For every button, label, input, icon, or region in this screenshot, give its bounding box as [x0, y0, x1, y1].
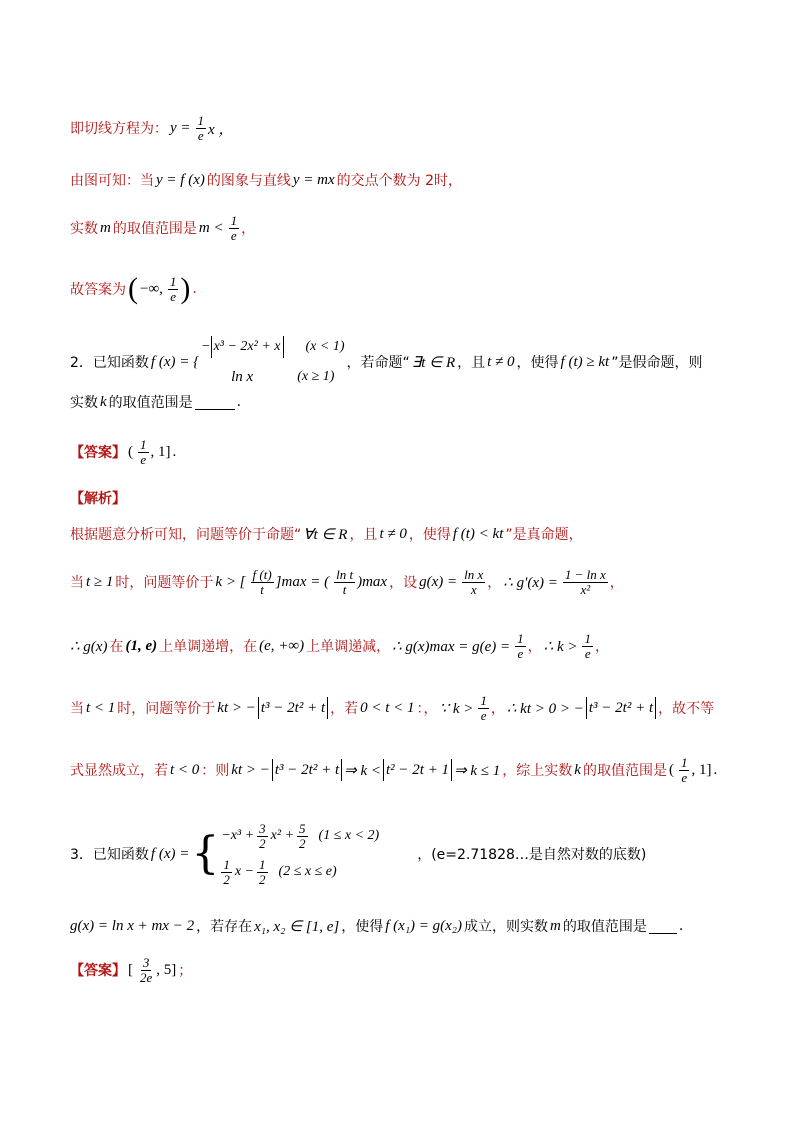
fraction: $\frac{1}{e}$ [480, 693, 487, 723]
answer-3: 【答案】 [ $\frac{3}{2e}$ , 5] ； [70, 955, 193, 985]
answer-blank [195, 395, 235, 410]
analysis-line-5: 式显然成立，若 t < 0 ：则 kt > − t³ − 2t² + t ⇒ k < t² − 2t + 1 ⇒ k ≤ 1 ，综上实数 k 的取值范围是 ( $\frac{1}{e}$ , 1] . [70, 755, 718, 785]
tangent-line-equation: 即切线方程为： y = $\frac{1}{e}$ x ， [70, 113, 234, 143]
question-2-line-2: 实数 k 的取值范围是 . [70, 393, 242, 411]
fraction: $\frac{1}{e}$ [230, 213, 238, 243]
fraction: $\frac{1}{e}$ [169, 273, 177, 304]
analysis-line-3: ∴ g(x) 在 (1, e) 上单调递增，在 (e, +∞) 上单调递减， ∴ g(x)max = g(e) = $\frac{1}{e}$ ， ∴ k > $\frac{1}{e}$ ， [70, 631, 609, 661]
piecewise-cases: − x³ − 2x² + x (x < 1) ln x (x ≥ 1) [201, 332, 344, 392]
analysis-line-4: 当 t < 1 时，问题等价于 kt > − t³ − 2t² + t ，若 0 < t < 1 ：， ∵ k > $\frac{1}{e}$ ， ∴ kt > 0 > − t³ − 2t² + t ，故不等 [70, 693, 715, 723]
answer-2: 【答案】 ( $\frac{1}{e}$ , 1] . [70, 437, 177, 467]
question-2: 2．已知函数 f (x) = { − x³ − 2x² + x (x < 1) ln x (x ≥ 1) ，若命题“ ∃t ∈ R ，且 t ≠ 0 ，使得 f (t) ≥ kt ”是假命题，则 [70, 332, 704, 392]
analysis-line-1: 根据题意分析可知，问题等价于命题“ ∀t ∈ R ，且 t ≠ 0 ，使得 f (t) < kt ”是真命题， [70, 525, 583, 543]
fraction: $\frac{\text{ln t}}{t}$ [336, 567, 354, 597]
m-range-text: 实数 m 的取值范围是 m < $\frac{1}{e}$ ， [70, 213, 256, 243]
question-3-line-2: g(x) = ln x + mx − 2 ，若存在 x₁, x₂ ∈ [1, e] ，使得 f (x₁) = g(x₂) 成立，则实数 m 的取值范围是 . [70, 917, 684, 935]
answer-blank [649, 919, 677, 934]
graph-intersection-text: 由图可知：当 y = f (x) 的图象与直线 y = mx 的交点个数为 2时， [70, 171, 462, 189]
fraction: $\frac{1}{e}$ [517, 631, 524, 661]
fraction: $\frac{1}{e}$ [197, 113, 205, 143]
fraction: $\frac{\text{ln x}}{x}$ [464, 567, 484, 597]
fraction: $\frac{f (t)}{t}$ [252, 567, 272, 597]
piecewise-system: { −x³ + $\frac{3}{2}$ x² + $\frac{5}{2}$ (1 ≤ x < 2) $\frac{1}{2}$ x − $\frac{1}{2}$ (2 ≤ x ≤ e) [191, 820, 380, 887]
fraction: $\frac{3}{2e}$ [140, 955, 153, 985]
analysis-line-2: 当 t ≥ 1 时，问题等价于 k > [ $\frac{f (t)}{t}$ ]max = ( $\frac{\text{ln t}}{t}$ )max ，设 g(x) = $\frac{\text{ln x}}{x}$ ， ∴ g′(x) = $\frac{\text{1 − ln x}}{\text{x²}}$ ， [70, 567, 624, 597]
fraction: $\frac{1}{e}$ [680, 755, 688, 785]
question-3: 3．已知函数 f (x) = { −x³ + $\frac{3}{2}$ x² + $\frac{5}{2}$ (1 ≤ x < 2) $\frac{1}{2}$ x − $\frac{1}{2}$ (2 ≤ x ≤ e) ，(e=2.71828…是自然对数的底数) [70, 818, 648, 890]
fraction: $\frac{1}{e}$ [584, 631, 591, 661]
fraction: $\frac{1}{e}$ [140, 437, 147, 467]
answer-text-1: 故答案为 ( −∞, $\frac{1}{e}$ ) . [70, 272, 197, 305]
analysis-heading: 【解析】 [70, 491, 126, 507]
fraction: $\frac{\text{1 − ln x}}{\text{x²}}$ [564, 567, 606, 597]
